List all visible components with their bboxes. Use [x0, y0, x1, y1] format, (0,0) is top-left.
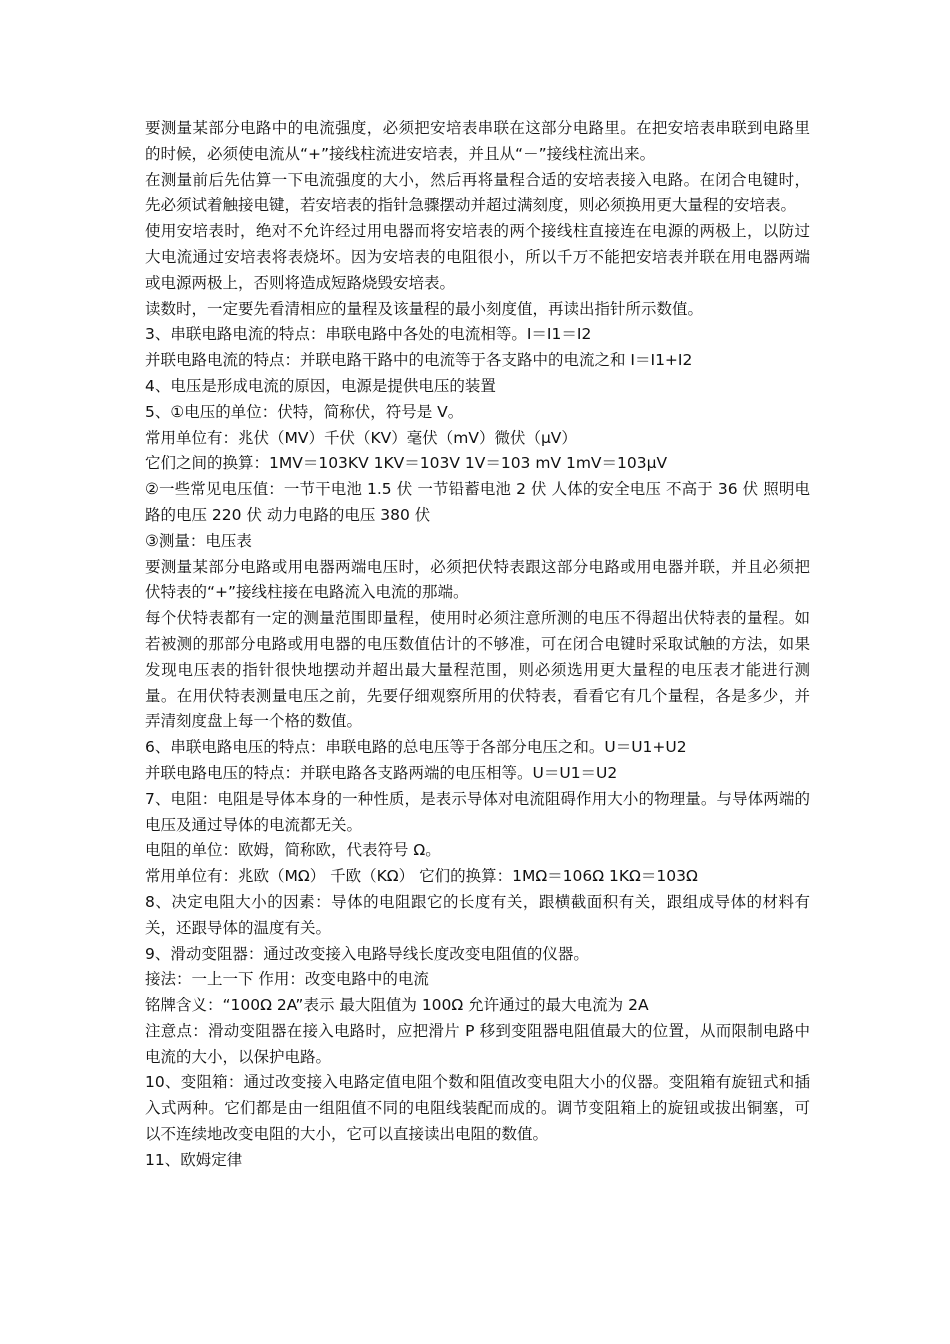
paragraph-parallel-current: 并联电路电流的特点：并联电路干路中的电流等于各支路中的电流之和 I＝I1+I2	[145, 351, 693, 370]
paragraph-series-voltage: 6、串联电路电压的特点：串联电路的总电压等于各部分电压之和。U＝U1+U2	[145, 738, 687, 757]
paragraph-ammeter-range: 在测量前后先估算一下电流强度的大小，然后再将量程合适的安培表接入电路。在闭合电键时，先必须试着触接电键，若安培表的指针急骤摆动并超过满刻度，则必须换用更大量程的安培表。	[145, 170, 810, 215]
paragraph-voltage-common-units: 常用单位有：兆伏（MV）千伏（KV）毫伏（mV）微伏（μV）	[145, 428, 577, 447]
paragraph-resistance-definition: 7、电阻：电阻是导体本身的一种性质，是表示导体对电流阻碍作用大小的物理量。与导体两端的电压及通过导体的电流都无关。	[145, 789, 810, 834]
paragraph-rheostat-notes: 注意点：滑动变阻器在接入电路时，应把滑片 P 移到变阻器电阻值最大的位置，从而限制电路中电流的大小，以保护电路。	[145, 1021, 810, 1066]
paragraph-rheostat-connection: 接法：一上一下 作用：改变电路中的电流	[145, 970, 429, 989]
paragraph-ammeter-reading: 读数时，一定要先看清相应的量程及该量程的最小刻度值，再读出指针所示数值。	[145, 299, 704, 318]
paragraph-voltmeter-heading: ③测量：电压表	[145, 531, 252, 550]
document-body	[145, 116, 810, 1174]
paragraph-ammeter-series: 要测量某部分电路中的电流强度，必须把安培表串联在这部分电路里。在把安培表串联到电路里的时候，必须使电流从“+”接线柱流进安培表，并且从“－”接线柱流出来。	[145, 119, 810, 163]
paragraph-rheostat-nameplate: 铭牌含义：“100Ω 2A”表示 最大阻值为 100Ω 允许通过的最大电流为 2A	[145, 996, 649, 1015]
paragraph-resistance-unit: 电阻的单位：欧姆，简称欧，代表符号 Ω。	[145, 841, 441, 860]
paragraph-ohms-law-heading: 11、欧姆定律	[145, 1150, 243, 1169]
paragraph-parallel-voltage: 并联电路电压的特点：并联电路各支路两端的电压相等。U＝U1＝U2	[145, 763, 618, 782]
paragraph-ammeter-caution: 使用安培表时，绝对不允许经过用电器而将安培表的两个接线柱直接连在电源的两极上，以防过大电流通过安培表将表烧坏。因为安培表的电阻很小，所以千万不能把安培表并联在用电器两端或电源两极上，否则将造成短路烧毁安培表。	[145, 222, 810, 292]
paragraph-voltage-unit: 5、①电压的单位：伏特，简称伏，符号是 V。	[145, 402, 464, 421]
paragraph-series-current: 3、串联电路电流的特点：串联电路中各处的电流相等。I＝I1＝I2	[145, 325, 592, 344]
paragraph-voltage-cause: 4、电压是形成电流的原因，电源是提供电压的装置	[145, 376, 496, 395]
paragraph-resistance-factors: 8、决定电阻大小的因素：导体的电阻跟它的长度有关，跟横截面积有关，跟组成导体的材料有关，还跟导体的温度有关。	[145, 892, 810, 937]
paragraph-resistance-common-units: 常用单位有：兆欧（MΩ） 千欧（KΩ） 它们的换算：1MΩ＝106Ω 1KΩ＝103Ω	[145, 867, 698, 886]
paragraph-voltmeter-range: 每个伏特表都有一定的测量范围即量程，使用时必须注意所测的电压不得超出伏特表的量程。如若被测的那部分电路或用电器的电压数值估计的不够准，可在闭合电键时采取试触的方法，如果发现电压表的指针很快地摆动并超出最大量程范围，则必须选用更大量程的电压表才能进行测量。在用伏特表测量电压之前，先要仔细观察所用的伏特表，看看它有几个量程，各是多少，并弄清刻度盘上每一个格的数值。	[145, 609, 810, 731]
paragraph-voltage-conversion: 它们之间的换算：1MV＝103KV 1KV＝103V 1V＝103 mV 1mV＝103μV	[145, 454, 668, 473]
paragraph-voltmeter-parallel: 要测量某部分电路或用电器两端电压时，必须把伏特表跟这部分电路或用电器并联，并且必须把伏特表的“+”接线柱接在电路流入电流的那端。	[145, 557, 810, 602]
paragraph-rheostat-definition: 9、滑动变阻器：通过改变接入电路导线长度改变电阻值的仪器。	[145, 944, 589, 963]
paragraph-common-voltages: ②一些常见电压值：一节干电池 1.5 伏 一节铅蓄电池 2 伏 人体的安全电压 不高于 36 伏 照明电路的电压 220 伏 动力电路的电压 380 伏	[145, 480, 810, 524]
paragraph-resistance-box: 10、变阻箱：通过改变接入电路定值电阻个数和阻值改变电阻大小的仪器。变阻箱有旋钮式和插入式两种。它们都是由一组阻值不同的电阻线装配而成的。调节变阻箱上的旋钮或拔出铜塞，可以不连续地改变电阻的大小，它可以直接读出电阻的数值。	[145, 1073, 810, 1144]
